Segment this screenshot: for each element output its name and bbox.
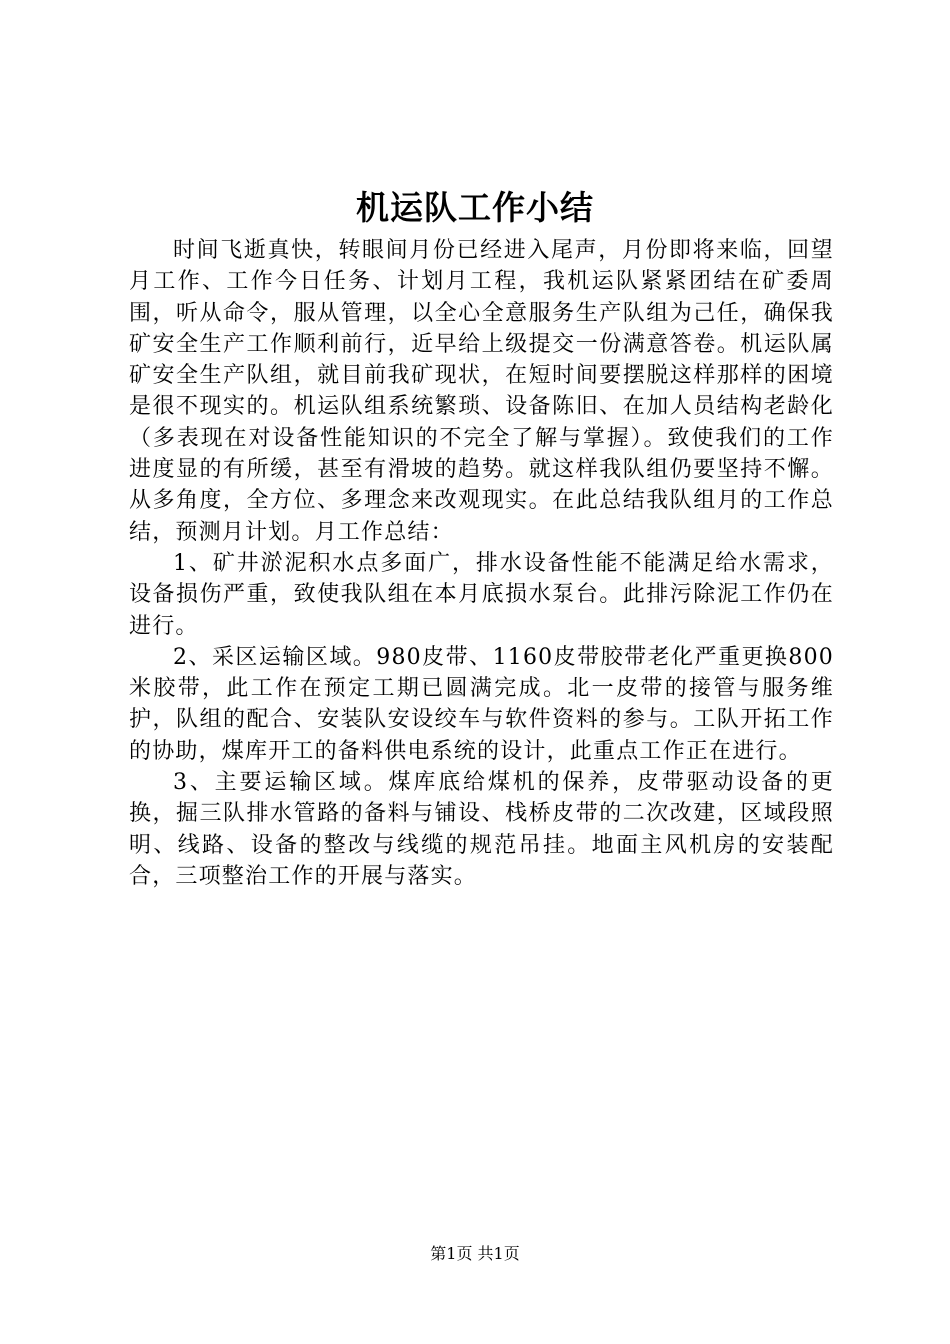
paragraph-item-1: 1、矿井淤泥积水点多面广，排水设备性能不能满足给水需求，设备损伤严重，致使我队组在本月底损水泵台。此排污除泥工作仍在进行。: [129, 550, 834, 639]
paragraph-intro: 时间飞逝真快，转眼间月份已经进入尾声，月份即将来临，回望月工作、工作今日任务、计划月工程，我机运队紧紧团结在矿委周围，听从命令，服从管理，以全心全意服务生产队组为己任，确保我矿安全生产工作顺利前行，近早给上级提交一份满意答卷。机运队属矿安全生产队组，就目前我矿现状，在短时间要摆脱这样那样的困境是很不现实的。机运队组系统繁琐、设备陈旧、在加人员结构老龄化（多表现在对设备性能知识的不完全了解与掌握）。致使我们的工作进度显的有所缓，甚至有滑坡的趋势。就这样我队组仍要坚持不懈。从多角度，全方位、多理念来改观现实。在此总结我队组月的工作总结，预测月计划。月工作总结：: [129, 238, 834, 545]
paragraph-item-3: 3、主要运输区域。煤库底给煤机的保养，皮带驱动设备的更换，掘三队排水管路的备料与铺设、栈桥皮带的二次改建，区域段照明、线路、设备的整改与线缆的规范吊挂。地面主风机房的安装配合，三项整治工作的开展与落实。: [129, 770, 834, 889]
paragraph-item-2: 2、采区运输区域。980皮带、1160皮带胶带老化严重更换800米胶带，此工作在预定工期已圆满完成。北一皮带的接管与服务维护，队组的配合、安装队安设绞车与软件资料的参与。工队开拓工作的协助，煤库开工的备料供电系统的设计，此重点工作正在进行。: [129, 644, 834, 764]
document-body: [129, 235, 834, 892]
page-footer: 第1页 共1页: [430, 1244, 520, 1263]
page-title: 机运队工作小结: [356, 188, 594, 227]
